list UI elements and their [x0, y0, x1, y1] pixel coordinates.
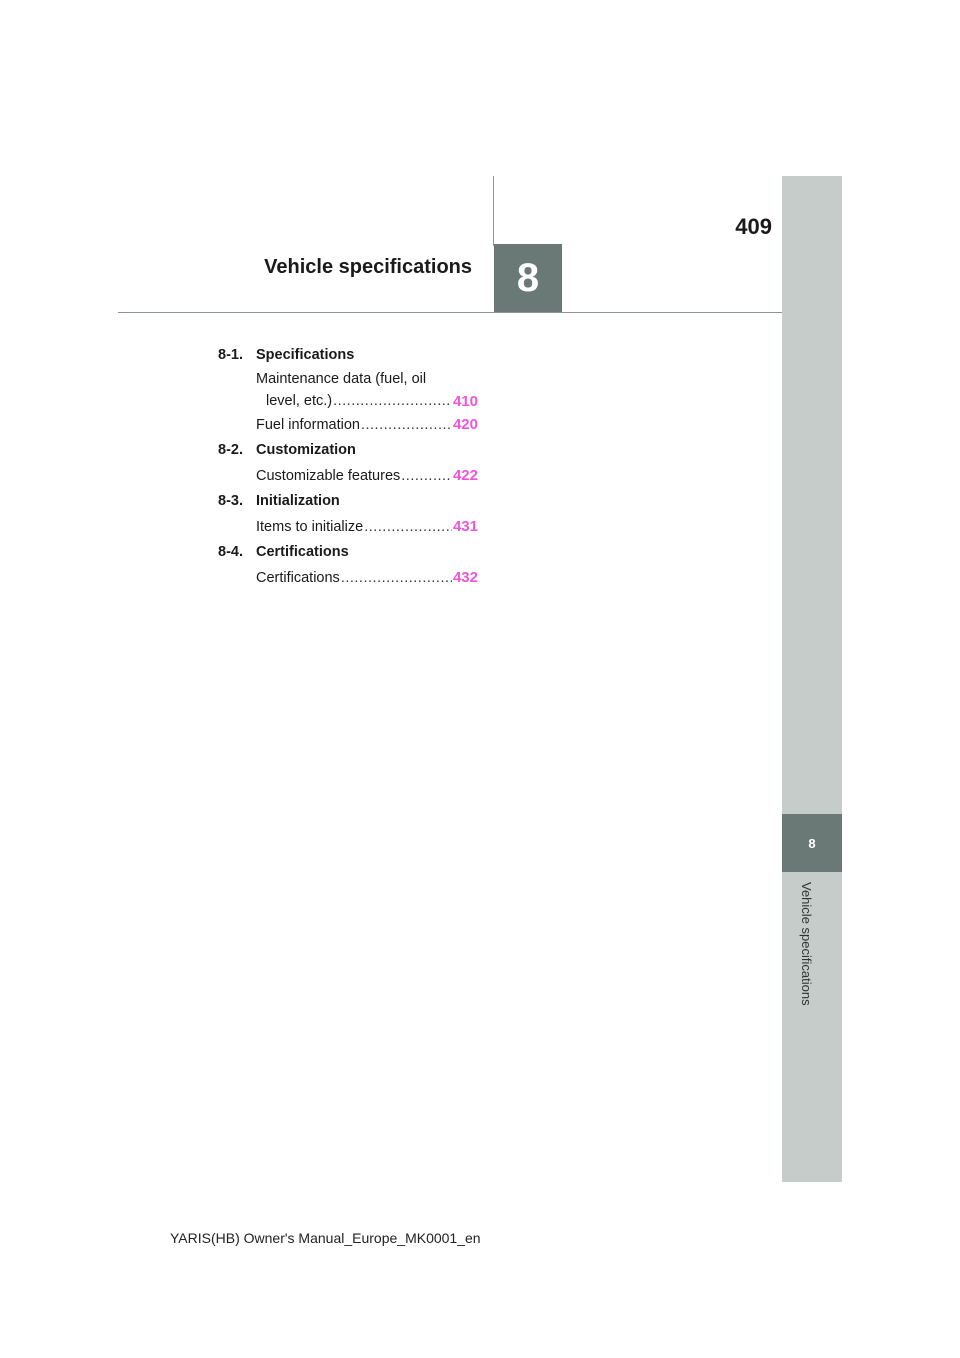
- leader-dots: [361, 417, 452, 433]
- toc-section: [218, 488, 478, 514]
- toc-section: [218, 539, 478, 565]
- page-link[interactable]: 410: [452, 392, 478, 410]
- side-tab-chapter-number[interactable]: 8: [782, 814, 842, 872]
- page-link[interactable]: 432: [452, 569, 478, 586]
- page-link[interactable]: 431: [452, 518, 478, 535]
- section-number: 8-1.: [218, 347, 243, 363]
- leader-dots: [333, 393, 452, 409]
- page-number: 409: [735, 214, 772, 239]
- toc-entry[interactable]: [256, 412, 478, 437]
- entry-label: Maintenance data (fuel, oil: [256, 371, 427, 387]
- toc-entry[interactable]: [256, 463, 478, 488]
- page-link[interactable]: 420: [452, 416, 478, 433]
- section-title: Initialization: [256, 493, 340, 509]
- toc-entry[interactable]: [256, 368, 478, 412]
- section-number: 8-2.: [218, 442, 243, 458]
- entry-label-continued: level, etc.): [266, 393, 333, 409]
- entry-label: Customizable features: [256, 467, 401, 484]
- header-vertical-rule: [493, 176, 494, 246]
- toc-section: [218, 437, 478, 463]
- table-of-contents: [218, 342, 478, 590]
- section-title: Certifications: [256, 544, 349, 560]
- side-tab-label: Vehicle specifications: [799, 882, 814, 1006]
- header-horizontal-rule: [118, 312, 782, 313]
- chapter-title: Vehicle specifications: [264, 256, 472, 278]
- section-title: Customization: [256, 442, 356, 458]
- entry-label: Certifications: [256, 569, 340, 586]
- leader-dots: [401, 468, 452, 484]
- leader-dots: [364, 519, 452, 535]
- page-link[interactable]: 422: [452, 467, 478, 484]
- toc-section: [218, 342, 478, 368]
- section-number: 8-4.: [218, 544, 243, 560]
- chapter-number-box: 8: [494, 244, 562, 312]
- entry-label: Fuel information: [256, 416, 360, 433]
- section-title: Specifications: [256, 347, 355, 363]
- toc-entry[interactable]: [256, 565, 478, 590]
- entry-label: Items to initialize: [256, 518, 364, 535]
- leader-dots: [341, 570, 452, 586]
- toc-entry[interactable]: [256, 514, 478, 539]
- footer-manual-id: YARIS(HB) Owner's Manual_Europe_MK0001_en: [170, 1230, 481, 1246]
- section-number: 8-3.: [218, 493, 243, 509]
